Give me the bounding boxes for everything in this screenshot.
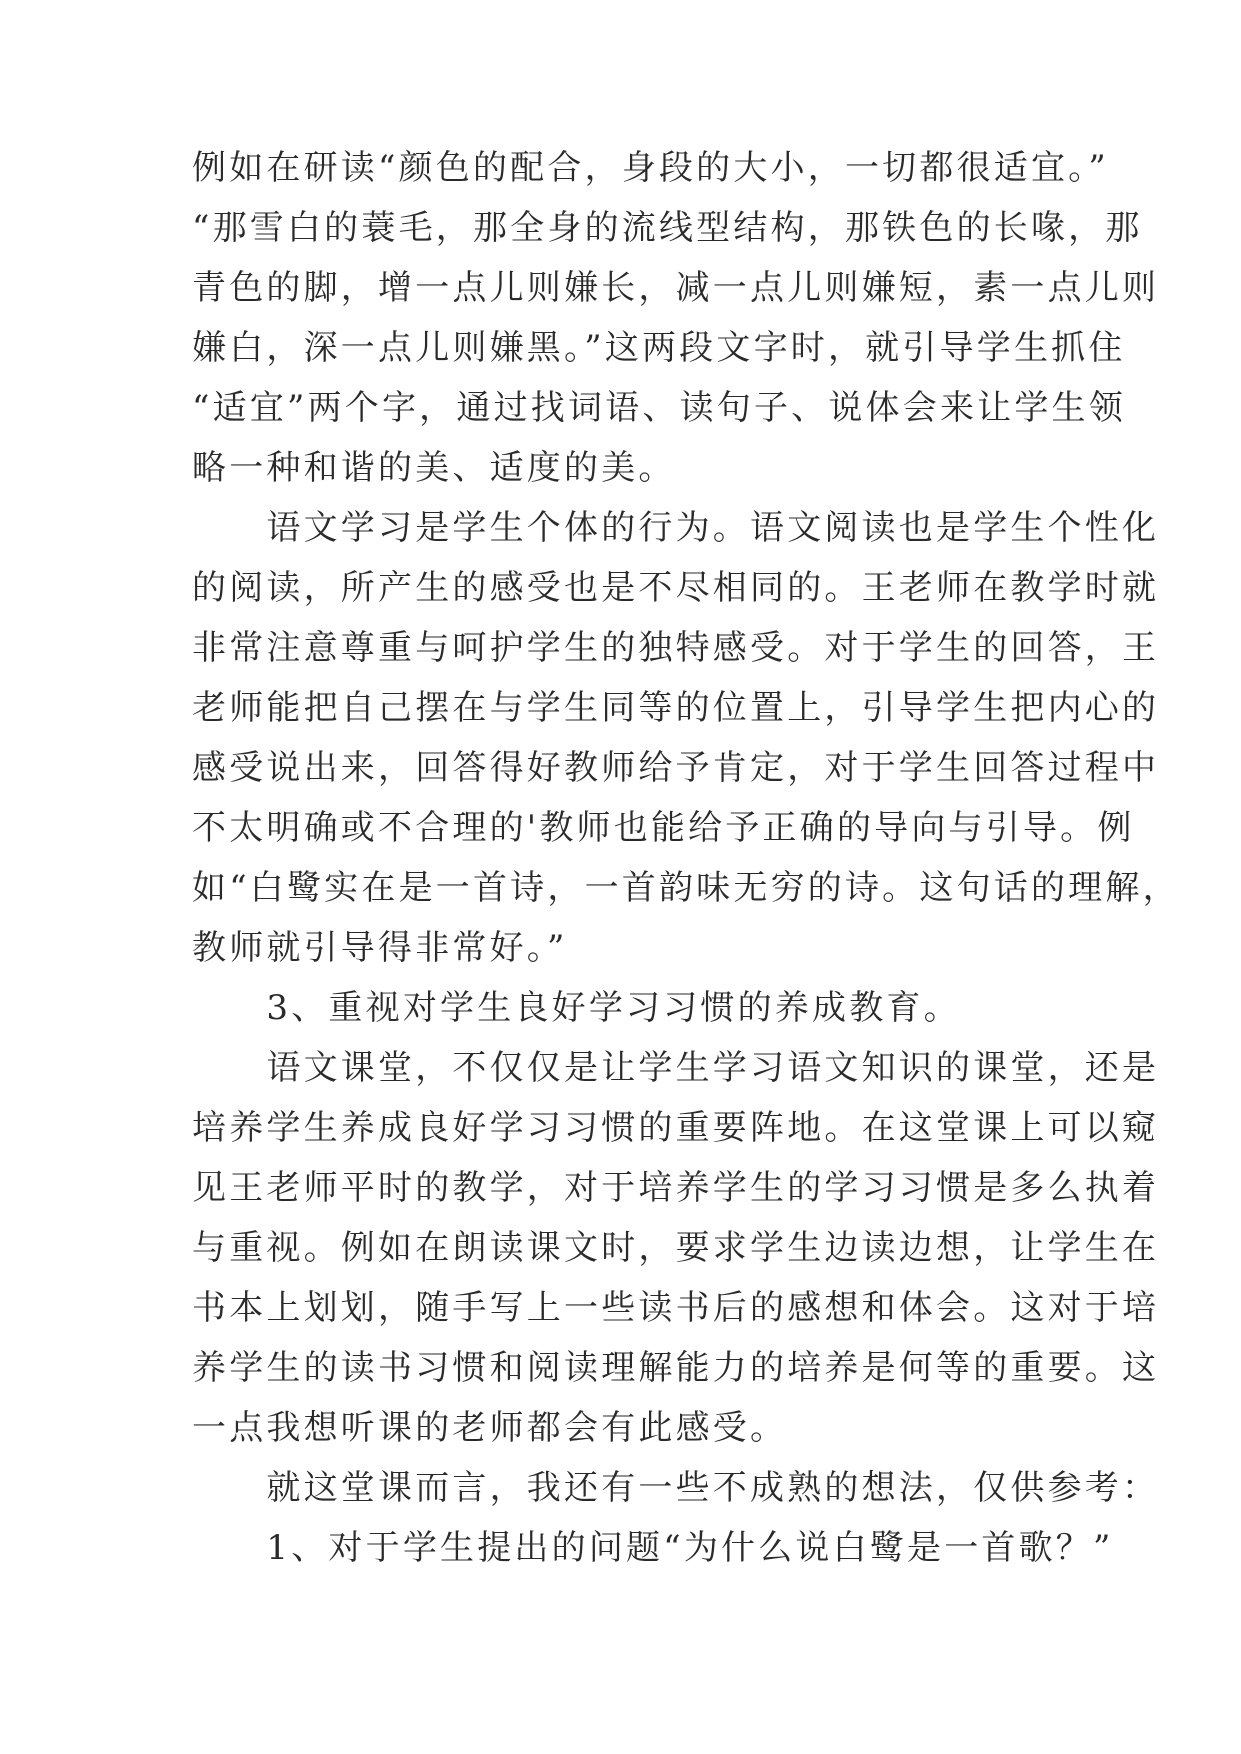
- text-line: 非常注意尊重与呵护学生的独特感受。对于学生的回答，王: [192, 628, 1160, 668]
- text-line: 见王老师平时的教学，对于培养学生的学习习惯是多么执着: [192, 1168, 1160, 1208]
- text-line: “适宜”两个字，通过找词语、读句子、说体会来让学生领: [192, 388, 1126, 428]
- list-item: 1、对于学生提出的问题“为什么说白鹭是一首歌？”: [192, 1528, 1114, 1568]
- text-line: 不太明确或不合理的'教师也能给予正确的导向与引导。例: [192, 808, 1135, 848]
- text-line: 教师就引导得非常好。”: [192, 928, 568, 968]
- body-text: [192, 138, 1180, 1578]
- section-heading: 3、重视对学生良好学习习惯的养成教育。: [192, 988, 961, 1028]
- text-line: 嫌白，深一点儿则嫌黑。”这两段文字时，就引导学生抓住: [192, 328, 1126, 368]
- text-line: 的阅读，所产生的感受也是不尽相同的。王老师在教学时就: [192, 568, 1160, 608]
- text-line: 老师能把自己摆在与学生同等的位置上，引导学生把内心的: [192, 688, 1160, 728]
- text-line: 青色的脚，增一点儿则嫌长，减一点儿则嫌短，素一点儿则: [192, 268, 1160, 308]
- text-line: 培养学生养成良好学习习惯的重要阵地。在这堂课上可以窥: [192, 1108, 1160, 1148]
- text-line: 一点我想听课的老师都会有此感受。: [192, 1408, 788, 1448]
- text-line: 就这堂课而言，我还有一些不成熟的想法，仅供参考：: [192, 1468, 1160, 1508]
- text-line: 书本上划划，随手写上一些读书后的感想和体会。这对于培: [192, 1288, 1160, 1328]
- text-line: 语文学习是学生个体的行为。语文阅读也是学生个性化: [192, 508, 1160, 548]
- text-line: 例如在研读“颜色的配合，身段的大小，一切都很适宜。”: [192, 148, 1109, 188]
- text-line: “那雪白的蓑毛，那全身的流线型结构，那铁色的长喙，那: [192, 208, 1143, 248]
- text-line: 如“白鹭实在是一首诗，一首韵味无穷的诗。这句话的理解，: [192, 868, 1180, 908]
- text-line: 感受说出来，回答得好教师给予肯定，对于学生回答过程中: [192, 748, 1160, 788]
- text-line: 语文课堂，不仅仅是让学生学习语文知识的课堂，还是: [192, 1048, 1160, 1088]
- text-line: 养学生的读书习惯和阅读理解能力的培养是何等的重要。这: [192, 1348, 1160, 1388]
- text-line: 与重视。例如在朗读课文时，要求学生边读边想，让学生在: [192, 1228, 1160, 1268]
- text-line: 略一种和谐的美、适度的美。: [192, 448, 676, 488]
